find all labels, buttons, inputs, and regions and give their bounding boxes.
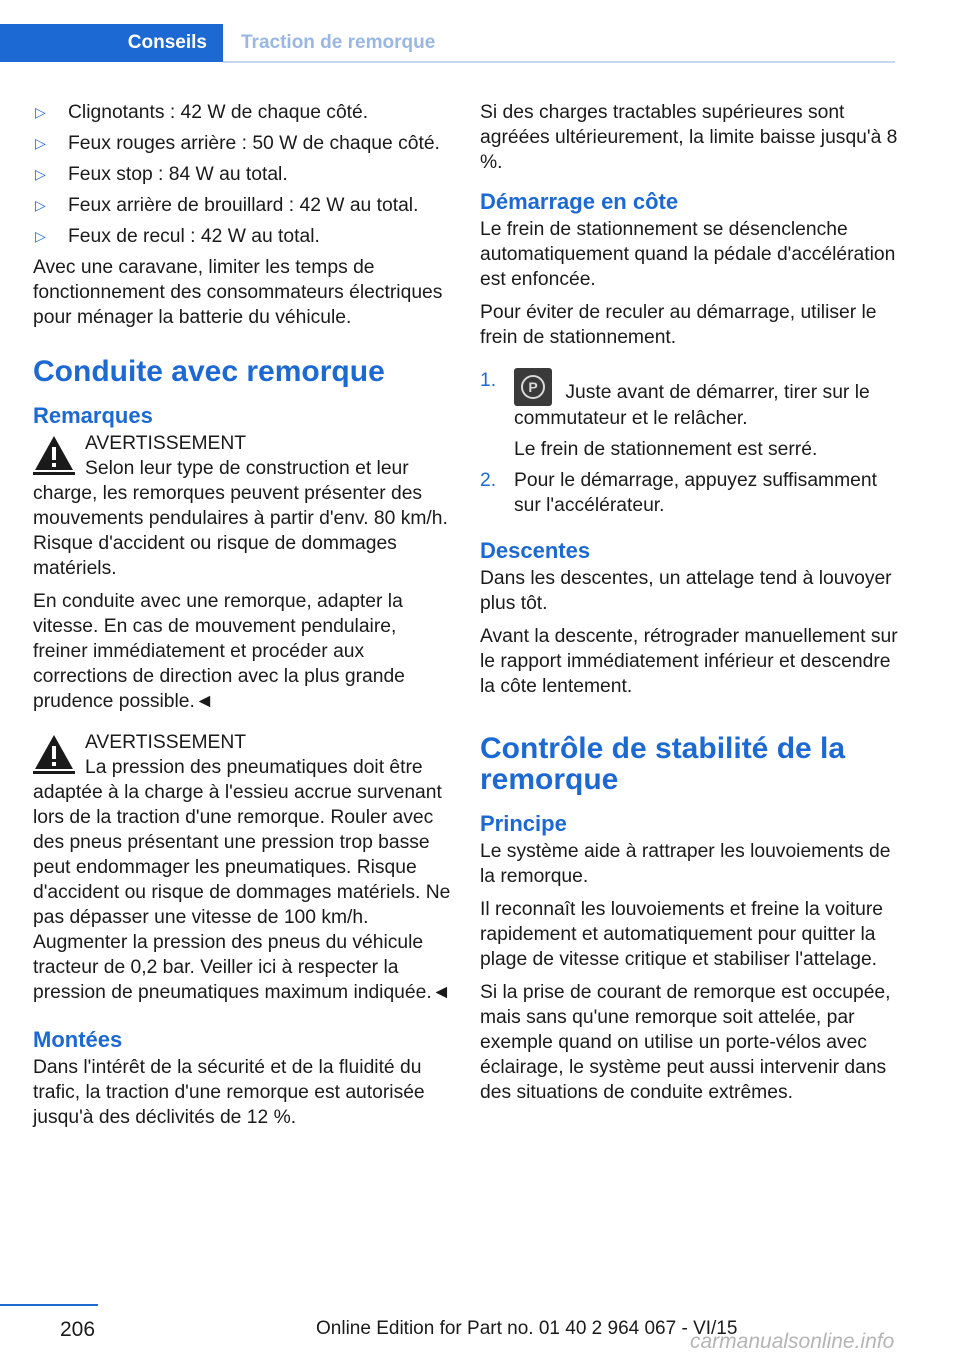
section-heading: Conduite avec remorque — [33, 355, 385, 388]
step-text: Pour le démarrage, appuyez suffisamment sur l'accélérateur. — [514, 470, 877, 516]
header-section-title: Traction de remorque — [241, 32, 436, 53]
paragraph: Avant la descente, rétrograder manuellement sur le rapport immédiatement inférieur et descendre la côte lentement. — [480, 626, 898, 697]
paragraph: Il reconnaît les louvoiements et freine la voiture rapidement et automatiquement pour quitter la plage de vitesse critique et stabiliser l'attelage. — [480, 899, 883, 970]
step-number: 2. — [480, 470, 497, 491]
warning-text: Selon leur type de construction et leur charge, les remorques peuvent présenter des mouvements pendulaires à partir d'env. 80 km/h. Risque d'accident ou risque de dommages matériels. — [33, 458, 448, 579]
step-number: 1. — [480, 370, 497, 391]
warning-title: AVERTISSEMENT — [85, 732, 247, 753]
section-heading: Contrôle de stabilité de la remorque — [480, 732, 846, 796]
footer-rule — [0, 1304, 98, 1306]
paragraph: Le système aide à rattraper les louvoiements de la remorque. — [480, 841, 891, 887]
triangle-bullet-icon: ▷ — [35, 166, 46, 182]
list-item: ▷ Feux stop : 84 W au total. — [35, 164, 288, 185]
subsection-heading: Descentes — [480, 538, 591, 563]
header-tab-conseils: Conseils — [0, 24, 223, 62]
warning-triangle-icon — [33, 732, 75, 774]
list-item: ▷ Feux rouges arrière : 50 W de chaque côté. — [35, 133, 440, 154]
header-rule — [223, 61, 895, 63]
warning-block — [33, 431, 451, 581]
warning-text: La pression des pneumatiques doit être adaptée à la charge à l'essieu accrue survenant lors de la traction d'une remorque. Rouler avec des pneus présentant une pression trop basse peut endommager les pneumatiques. Risque d'accident ou risque de dommages matériels. Ne pas dépasser une vitesse de 100 km/h. Augmenter la pression des pneus du véhicule tracteur de 0,2 bar. Veiller ici à respecter la pression de pneumatiques maximum indiquée.◄ — [33, 757, 451, 1003]
paragraph: En conduite avec une remorque, adapter la vitesse. En cas de mouvement pendulaire, freiner immédiatement et procéder aux corrections de direction avec la plus grande prudence possible.◄ — [33, 591, 405, 712]
step-item — [480, 468, 898, 518]
watermark: carmanualsonline.info — [690, 1330, 895, 1353]
warning-triangle-icon — [33, 433, 75, 475]
list-item: ▷ Feux arrière de brouillard : 42 W au total. — [35, 195, 419, 216]
paragraph: Avec une caravane, limiter les temps de fonctionnement des consommateurs électriques pour ménager la batterie du véhicule. — [33, 257, 443, 328]
triangle-bullet-icon: ▷ — [35, 197, 46, 213]
list-item: ▷ Clignotants : 42 W de chaque côté. — [35, 102, 369, 123]
step-item — [480, 368, 898, 462]
warning-block — [33, 730, 451, 1005]
subsection-heading: Remarques — [33, 403, 153, 428]
right-column — [480, 100, 898, 1113]
warning-title: AVERTISSEMENT — [85, 433, 247, 454]
parking-brake-icon: P — [514, 368, 552, 406]
subsection-heading: Démarrage en côte — [480, 189, 679, 214]
triangle-bullet-icon: ▷ — [35, 135, 46, 151]
paragraph: Dans les descentes, un attelage tend à louvoyer plus tôt. — [480, 568, 892, 614]
list-item: ▷ Feux de recul : 42 W au total. — [35, 226, 320, 247]
left-column — [33, 100, 451, 1138]
paragraph: Dans l'intérêt de la sécurité et de la fluidité du trafic, la traction d'une remorque est autorisée jusqu'à des déclivités de 12 %. — [33, 1057, 425, 1128]
page-number: 206 — [60, 1318, 96, 1341]
triangle-bullet-icon: ▷ — [35, 228, 46, 244]
paragraph: Le frein de stationnement se désenclenche automatiquement quand la pédale d'accélération est enfoncée. — [480, 219, 896, 290]
triangle-bullet-icon: ▷ — [35, 104, 46, 120]
paragraph: Si la prise de courant de remorque est occupée, mais sans qu'une remorque soit attelée, par exemple quand on utilise un porte-vélos avec éclairage, le système peut aussi intervenir dans des situations de conduite extrêmes. — [480, 982, 891, 1103]
subsection-heading: Principe — [480, 811, 567, 836]
edition-note: Online Edition for Part no. 01 40 2 964 067 - VI/15 — [316, 1318, 738, 1339]
paragraph: Pour éviter de reculer au démarrage, utiliser le frein de stationnement. — [480, 302, 877, 348]
step-subtext: Le frein de stationnement est serré. — [514, 439, 818, 460]
paragraph: Si des charges tractables supérieures sont agréées ultérieurement, la limite baisse jusqu'à 8 %. — [480, 102, 898, 173]
step-text: Juste avant de démarrer, tirer sur le commutateur et le relâcher. — [514, 382, 870, 429]
subsection-heading: Montées — [33, 1027, 123, 1052]
